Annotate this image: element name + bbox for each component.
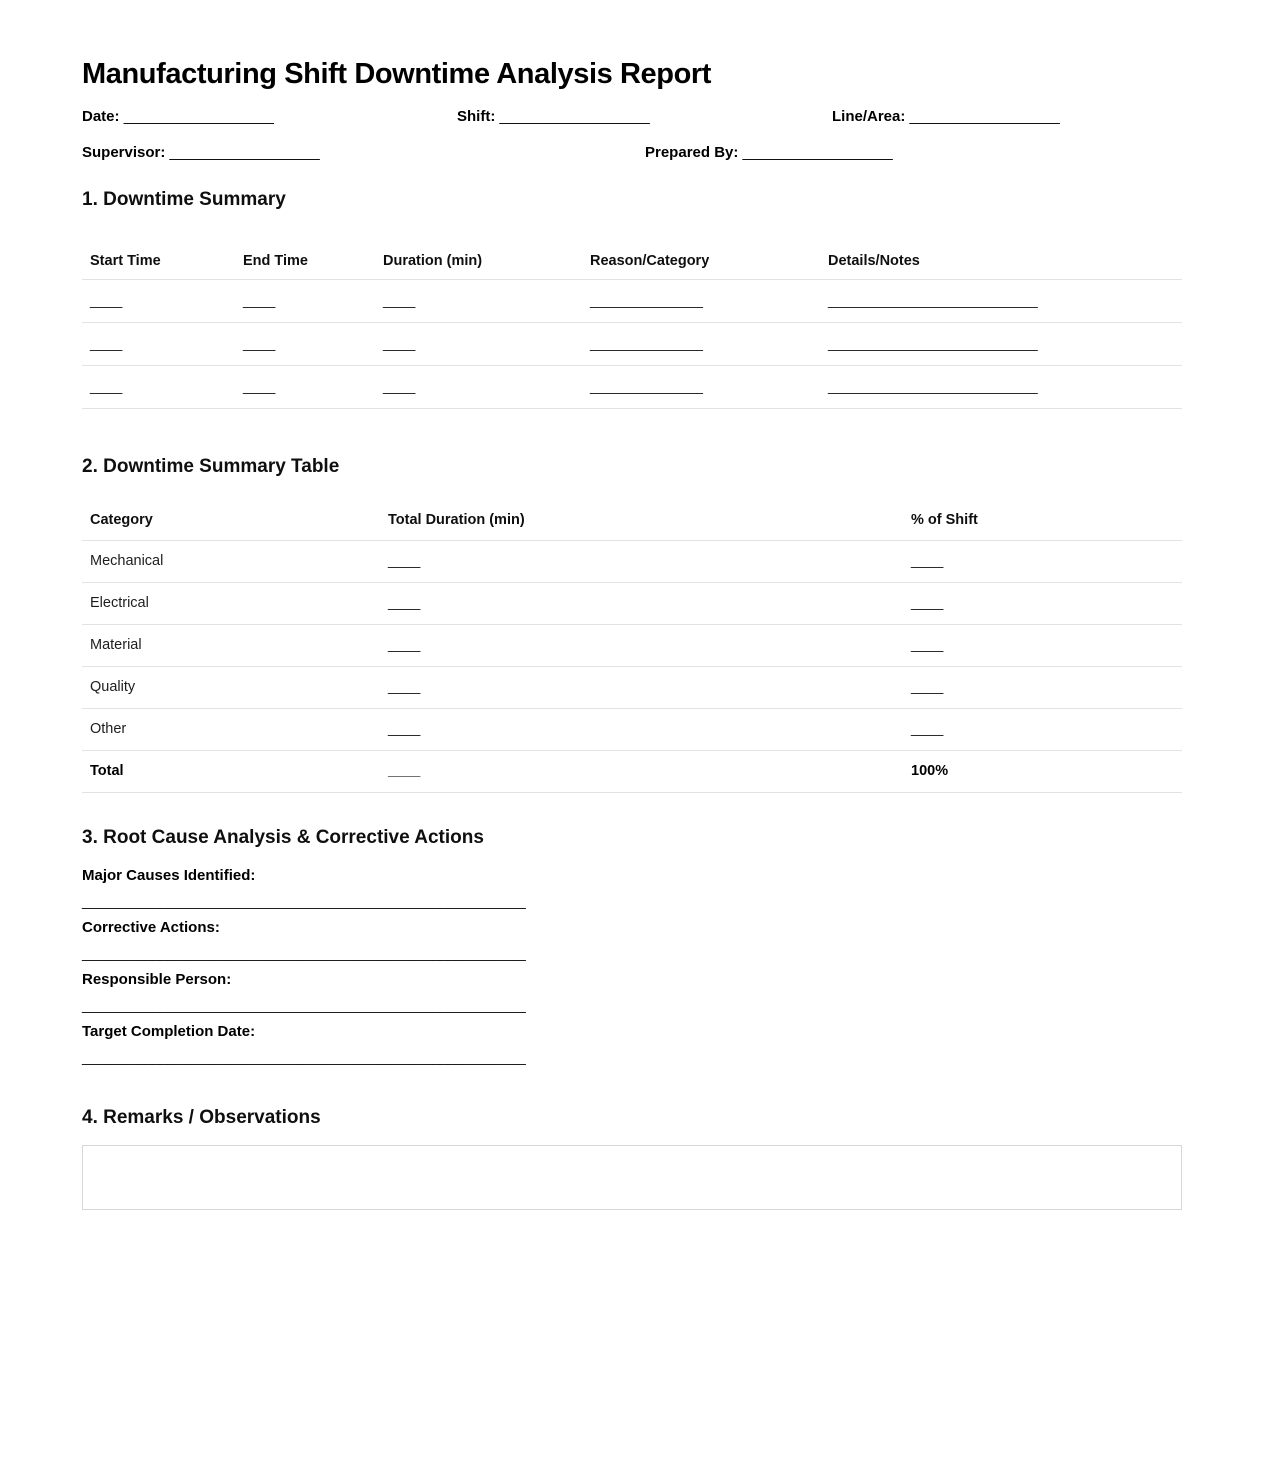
summary-row-mechanical [82,540,1182,582]
category-label: Electrical [82,582,380,624]
report-page [82,56,1182,1210]
reason-blank[interactable]: ______________ [582,322,820,365]
duration-blank[interactable]: ____ [375,279,582,322]
col-header-total-duration: Total Duration (min) [380,506,903,541]
category-label: Other [82,708,380,750]
line-area-label: Line/Area: [832,108,906,126]
col-header-duration: Duration (min) [375,241,582,280]
duration-blank[interactable]: ____ [380,582,903,624]
page-title: Manufacturing Shift Downtime Analysis Report [82,58,712,90]
summary-row-total [82,750,1182,792]
summary-header-row [82,506,1182,541]
summary-row-other [82,708,1182,750]
start-time-blank[interactable]: ____ [82,279,235,322]
meta-row-1 [82,108,1182,129]
reason-blank[interactable]: ______________ [582,365,820,408]
section-4-heading: 4. Remarks / Observations [82,1107,321,1129]
duration-blank[interactable]: ____ [380,708,903,750]
total-label: Total [82,750,380,792]
duration-blank[interactable]: ____ [380,666,903,708]
supervisor-field [82,144,320,161]
duration-blank[interactable]: ____ [375,365,582,408]
line-area-field [832,108,1060,125]
section-summary-table [82,455,1182,793]
section-downtime-summary [82,188,1182,409]
category-label: Material [82,624,380,666]
col-header-category: Category [82,506,380,541]
date-blank[interactable]: __________________ [123,108,274,126]
section-2-heading: 2. Downtime Summary Table [82,455,340,477]
downtime-header-row [82,241,1182,280]
downtime-row [82,279,1182,322]
pct-blank[interactable]: ____ [903,540,1182,582]
end-time-blank[interactable]: ____ [235,365,375,408]
pct-blank[interactable]: ____ [903,666,1182,708]
pct-blank[interactable]: ____ [903,582,1182,624]
pct-blank[interactable]: ____ [903,708,1182,750]
summary-row-quality [82,666,1182,708]
major-causes-label: Major Causes Identified: [82,867,256,885]
target-completion-blank[interactable]: _________________________________________________________ [82,1049,526,1066]
total-duration-blank[interactable]: ____ [380,750,903,792]
section-1-heading: 1. Downtime Summary [82,189,286,211]
col-header-end-time: End Time [235,241,375,280]
responsible-person-field [82,970,1182,1014]
summary-row-electrical [82,582,1182,624]
prepared-by-field [645,144,893,161]
details-blank[interactable]: __________________________ [820,322,1182,365]
shift-label: Shift: [457,108,496,126]
end-time-blank[interactable]: ____ [235,279,375,322]
duration-blank[interactable]: ____ [380,540,903,582]
meta-row-2 [82,144,1182,165]
col-header-reason: Reason/Category [582,241,820,280]
supervisor-label: Supervisor: [82,144,166,162]
section-remarks [82,1106,1182,1210]
responsible-person-blank[interactable]: _________________________________________________________ [82,997,526,1014]
end-time-blank[interactable]: ____ [235,322,375,365]
start-time-blank[interactable]: ____ [82,365,235,408]
supervisor-blank[interactable]: __________________ [169,144,320,162]
corrective-actions-field [82,918,1182,962]
details-blank[interactable]: __________________________ [820,365,1182,408]
duration-blank[interactable]: ____ [375,322,582,365]
downtime-row [82,365,1182,408]
category-label: Mechanical [82,540,380,582]
section-3-heading: 3. Root Cause Analysis & Corrective Actions [82,826,484,848]
duration-blank[interactable]: ____ [380,624,903,666]
prepared-by-blank[interactable]: __________________ [742,144,893,162]
section-root-cause [82,826,1182,1067]
prepared-by-label: Prepared By: [645,144,739,162]
summary-row-material [82,624,1182,666]
downtime-summary-table [82,241,1182,409]
date-label: Date: [82,108,120,126]
col-header-details: Details/Notes [820,241,1182,280]
reason-blank[interactable]: ______________ [582,279,820,322]
responsible-person-label: Responsible Person: [82,971,232,989]
target-completion-label: Target Completion Date: [82,1023,256,1041]
total-pct-value: 100% [903,750,1182,792]
target-completion-field [82,1022,1182,1066]
category-label: Quality [82,666,380,708]
shift-field [457,108,650,125]
corrective-actions-label: Corrective Actions: [82,919,220,937]
shift-blank[interactable]: __________________ [499,108,650,126]
start-time-blank[interactable]: ____ [82,322,235,365]
col-header-start-time: Start Time [82,241,235,280]
pct-blank[interactable]: ____ [903,624,1182,666]
date-field [82,108,274,125]
col-header-pct-shift: % of Shift [903,506,1182,541]
remarks-box[interactable] [82,1145,1182,1210]
major-causes-blank[interactable]: _________________________________________________________ [82,893,526,910]
downtime-row [82,322,1182,365]
category-summary-table [82,506,1182,793]
major-causes-field [82,866,1182,910]
line-area-blank[interactable]: __________________ [909,108,1060,126]
corrective-actions-blank[interactable]: _________________________________________________________ [82,945,526,962]
details-blank[interactable]: __________________________ [820,279,1182,322]
